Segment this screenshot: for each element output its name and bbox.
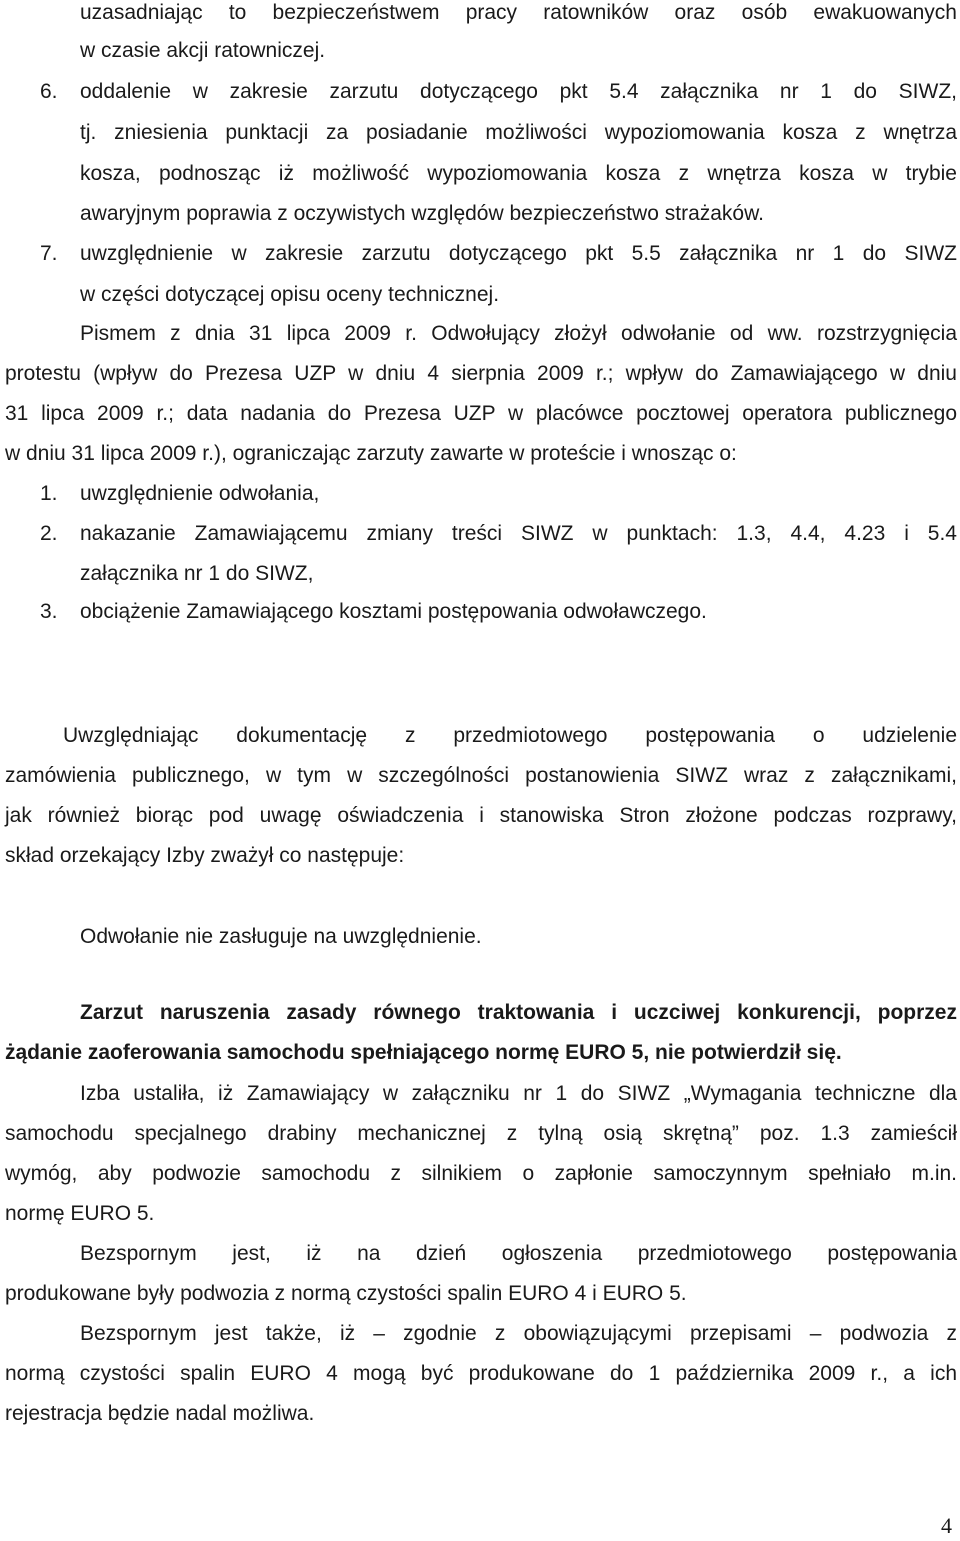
list-item-text: załącznika nr 1 do SIWZ, <box>80 562 314 585</box>
text-line: wymóg, aby podwozie samochodu z silnikiem o zapłonie samoczynnym spełniało m.in. <box>5 1162 957 1185</box>
text-line: zamówienia publicznego, w tym w szczególności postanowienia SIWZ wraz z załącznikami, <box>5 764 957 787</box>
list-item-text: w części dotyczącej opisu oceny technicznej. <box>80 283 500 306</box>
text-line: jak również biorąc pod uwagę oświadczenia i stanowiska Stron złożone podczas rozprawy, <box>5 804 957 827</box>
list-item-text: uwzględnienie odwołania, <box>80 482 320 505</box>
list-number: 1. <box>40 482 58 505</box>
text-line: w dniu 31 lipca 2009 r.), ograniczając zarzuty zawarte w proteście i wnosząc o: <box>5 442 737 465</box>
text-line: Bezspornym jest także, iż – zgodnie z obowiązującymi przepisami – podwozia z <box>80 1322 957 1345</box>
text-line: Uwzględniając dokumentację z przedmiotowego postępowania o udzielenie <box>63 724 957 747</box>
text-line: normę EURO 5. <box>5 1202 155 1225</box>
list-item-text: kosza, podnosząc iż możliwość wypoziomowania kosza z wnętrza kosza w trybie <box>80 162 957 185</box>
text-line: 31 lipca 2009 r.; data nadania do Prezesa UZP w placówce pocztowej operatora publicznego <box>5 402 957 425</box>
verdict-text: Odwołanie nie zasługuje na uwzględnienie. <box>80 925 482 948</box>
section-heading: żądanie zaoferowania samochodu spełniającego normę EURO 5, nie potwierdził się. <box>5 1041 842 1064</box>
list-number: 2. <box>40 522 58 545</box>
list-number: 3. <box>40 600 58 623</box>
list-item-text: oddalenie w zakresie zarzutu dotyczącego pkt 5.4 załącznika nr 1 do SIWZ, <box>80 80 957 103</box>
list-item-text: obciążenie Zamawiającego kosztami postępowania odwoławczego. <box>80 600 707 623</box>
text-line: w czasie akcji ratowniczej. <box>80 39 326 62</box>
text-line: Pismem z dnia 31 lipca 2009 r. Odwołujący złożył odwołanie od ww. rozstrzygnięcia <box>80 322 957 345</box>
text-line: protestu (wpływ do Prezesa UZP w dniu 4 sierpnia 2009 r.; wpływ do Zamawiającego w dniu <box>5 362 957 385</box>
text-line: normą czystości spalin EURO 4 mogą być produkowane do 1 października 2009 r., a ich <box>5 1362 957 1385</box>
section-heading: Zarzut naruszenia zasady równego traktowania i uczciwej konkurencji, poprzez <box>80 1001 957 1024</box>
page-number: 4 <box>941 1513 952 1538</box>
text-line: Bezspornym jest, iż na dzień ogłoszenia przedmiotowego postępowania <box>80 1242 957 1265</box>
text-line: samochodu specjalnego drabiny mechanicznej z tylną osią skrętną” poz. 1.3 zamieścił <box>5 1122 957 1145</box>
text-line: produkowane były podwozia z normą czystości spalin EURO 4 i EURO 5. <box>5 1282 687 1305</box>
list-item-text: nakazanie Zamawiającemu zmiany treści SIWZ w punktach: 1.3, 4.4, 4.23 i 5.4 <box>80 522 957 545</box>
list-item-text: awaryjnym poprawia z oczywistych względów bezpieczeństwo strażaków. <box>80 202 764 225</box>
text-line: skład orzekający Izby zważył co następuje: <box>5 844 405 867</box>
text-line: Izba ustaliła, iż Zamawiający w załączniku nr 1 do SIWZ „Wymagania techniczne dla <box>80 1082 957 1105</box>
text-line: rejestracja będzie nadal możliwa. <box>5 1402 315 1425</box>
list-number: 7. <box>40 242 58 265</box>
list-item-text: tj. zniesienia punktacji za posiadanie możliwości wypoziomowania kosza z wnętrza <box>80 121 957 144</box>
text-line: uzasadniając to bezpieczeństwem pracy ratowników oraz osób ewakuowanych <box>80 1 957 24</box>
list-item-text: uwzględnienie w zakresie zarzutu dotyczącego pkt 5.5 załącznika nr 1 do SIWZ <box>80 242 957 265</box>
list-number: 6. <box>40 80 58 103</box>
